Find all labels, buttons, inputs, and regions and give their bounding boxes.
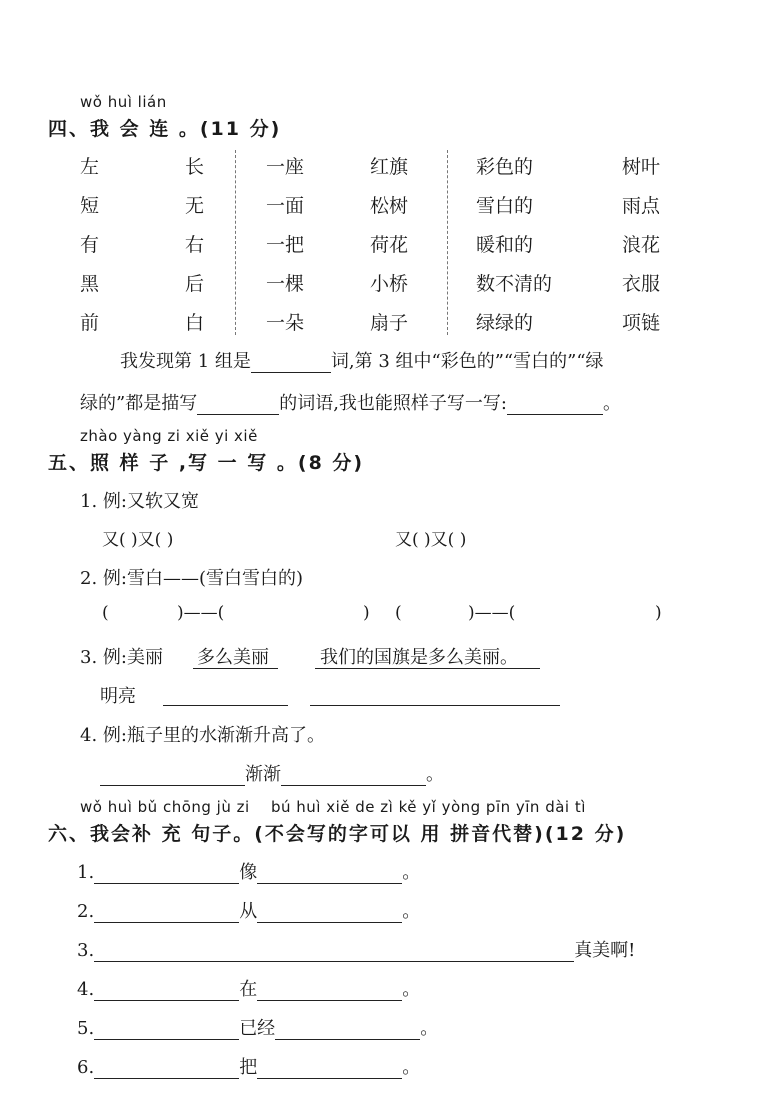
group2-word: 一座	[266, 156, 305, 178]
answer-blank[interactable]	[94, 863, 239, 884]
q2-paren: (	[395, 603, 402, 623]
answer-blank[interactable]	[257, 902, 402, 923]
section6-item	[77, 936, 635, 962]
answer-blank[interactable]	[275, 1019, 420, 1040]
group1-word: 后	[185, 273, 205, 295]
q3-example-underline	[193, 668, 278, 669]
sentence-text: 我发现第 1 组是	[120, 351, 251, 372]
group2-word: 一把	[266, 234, 305, 256]
answer-blank[interactable]	[197, 394, 279, 415]
q3-answer-blank[interactable]	[163, 705, 288, 706]
group1-word: 短	[80, 195, 100, 217]
group3-word: 衣服	[622, 273, 661, 295]
sentence-text: 从	[239, 901, 258, 922]
section5-pinyin: zhào yàng zi xiě yi xiě	[80, 427, 258, 445]
group3-word: 绿绿的	[476, 312, 534, 334]
section4-heading: 四、我 会 连 。(11 分)	[48, 118, 282, 140]
section4-pinyin: wǒ huì lián	[80, 93, 167, 111]
q2-example: 2. 例:雪白——(雪白雪白的)	[80, 568, 304, 589]
q2-paren: )	[363, 603, 370, 623]
answer-blank[interactable]	[281, 765, 426, 786]
sentence-text: 。	[603, 393, 621, 414]
answer-blank[interactable]	[94, 1058, 239, 1079]
group1-word: 无	[185, 195, 205, 217]
sentence-text: 绿的”都是描写	[80, 393, 198, 414]
group2-word: 小桥	[370, 273, 409, 295]
answer-blank[interactable]	[94, 941, 574, 962]
sentence-text: 把	[239, 1057, 258, 1078]
section6-item	[77, 858, 420, 884]
group-separator-2	[447, 150, 448, 335]
group3-word: 项链	[622, 312, 661, 334]
q4-answer-line	[100, 760, 444, 786]
q3-example-underline	[315, 668, 540, 669]
group1-word: 黑	[80, 273, 100, 295]
sentence-text: 。	[426, 764, 444, 785]
group2-word: 一朵	[266, 312, 305, 334]
group1-word: 有	[80, 234, 100, 256]
answer-blank[interactable]	[94, 1019, 239, 1040]
item-number: 2.	[77, 901, 95, 922]
section4-sentence-line2	[80, 389, 621, 415]
section5-heading: 五、照 样 子 ,写 一 写 。(8 分)	[48, 452, 365, 474]
group1-word: 前	[80, 312, 100, 334]
sentence-text: 。	[402, 862, 421, 883]
q1-answer-left[interactable]: 又( )又( )	[102, 530, 174, 550]
q2-paren: )	[655, 603, 662, 623]
group3-word: 彩色的	[476, 156, 534, 178]
section6-heading: 六、我会补 充 句子。(不会写的字可以 用 拼音代替)(12 分)	[48, 823, 627, 845]
item-number: 5.	[77, 1018, 95, 1039]
item-number: 4.	[77, 979, 95, 1000]
answer-blank[interactable]	[257, 1058, 402, 1079]
sentence-text: 在	[239, 979, 258, 1000]
section6-pinyin-a: wǒ huì bǔ chōng jù zi	[80, 798, 250, 816]
sentence-text: 。	[402, 979, 421, 1000]
sentence-text: 。	[402, 901, 421, 922]
sentence-text: 。	[420, 1018, 439, 1039]
sentence-text: 。	[402, 1057, 421, 1078]
q4-example: 4. 例:瓶子里的水渐渐升高了。	[80, 725, 325, 746]
q2-paren: )——(	[177, 603, 225, 623]
sentence-text: 像	[239, 862, 258, 883]
group-separator-1	[235, 150, 236, 335]
item-number: 6.	[77, 1057, 95, 1078]
group2-word: 扇子	[370, 312, 409, 334]
answer-blank[interactable]	[257, 863, 402, 884]
q3-example-word: 多么美丽	[197, 647, 269, 668]
section6-item	[77, 1053, 420, 1079]
group1-word: 长	[185, 156, 205, 178]
q3-answer-blank[interactable]	[310, 705, 560, 706]
group3-word: 暖和的	[476, 234, 534, 256]
section6-pinyin-b: bú huì xiě de zì kě yǐ yòng pīn yīn dài tì	[271, 798, 586, 816]
item-number: 1.	[77, 862, 95, 883]
section6-item	[77, 897, 420, 923]
group3-word: 雪白的	[476, 195, 534, 217]
answer-blank[interactable]	[251, 352, 331, 373]
answer-blank[interactable]	[257, 980, 402, 1001]
group1-word: 左	[80, 156, 100, 178]
group2-word: 一棵	[266, 273, 305, 295]
section4-sentence-line1	[120, 347, 604, 373]
sentence-text: 的词语,我也能照样子写一写:	[279, 393, 507, 414]
group2-word: 松树	[370, 195, 409, 217]
q2-paren: )——(	[468, 603, 516, 623]
group3-word: 数不清的	[476, 273, 553, 295]
group3-word: 浪花	[622, 234, 661, 256]
q3-prompt-word: 明亮	[100, 686, 136, 707]
q1-example: 1. 例:又软又宽	[80, 491, 199, 512]
sentence-text: 真美啊!	[574, 940, 636, 961]
section6-item	[77, 975, 420, 1001]
group1-word: 右	[185, 234, 205, 256]
q3-example: 3. 例:美丽	[80, 647, 163, 668]
answer-blank[interactable]	[100, 765, 245, 786]
answer-blank[interactable]	[94, 980, 239, 1001]
group2-word: 荷花	[370, 234, 409, 256]
sentence-text: 词,第 3 组中“彩色的”“雪白的”“绿	[330, 351, 604, 372]
answer-blank[interactable]	[94, 902, 239, 923]
section6-item	[77, 1014, 438, 1040]
sentence-text: 渐渐	[245, 764, 281, 785]
group2-word: 一面	[266, 195, 305, 217]
q2-paren: (	[102, 603, 109, 623]
group1-word: 白	[185, 312, 205, 334]
sentence-text: 已经	[239, 1018, 276, 1039]
group3-word: 雨点	[622, 195, 661, 217]
group2-word: 红旗	[370, 156, 409, 178]
q3-example-sentence: 我们的国旗是多么美丽。	[320, 647, 518, 668]
group3-word: 树叶	[622, 156, 661, 178]
item-number: 3.	[77, 940, 95, 961]
q1-answer-right[interactable]: 又( )又( )	[395, 530, 467, 550]
answer-blank[interactable]	[507, 394, 603, 415]
